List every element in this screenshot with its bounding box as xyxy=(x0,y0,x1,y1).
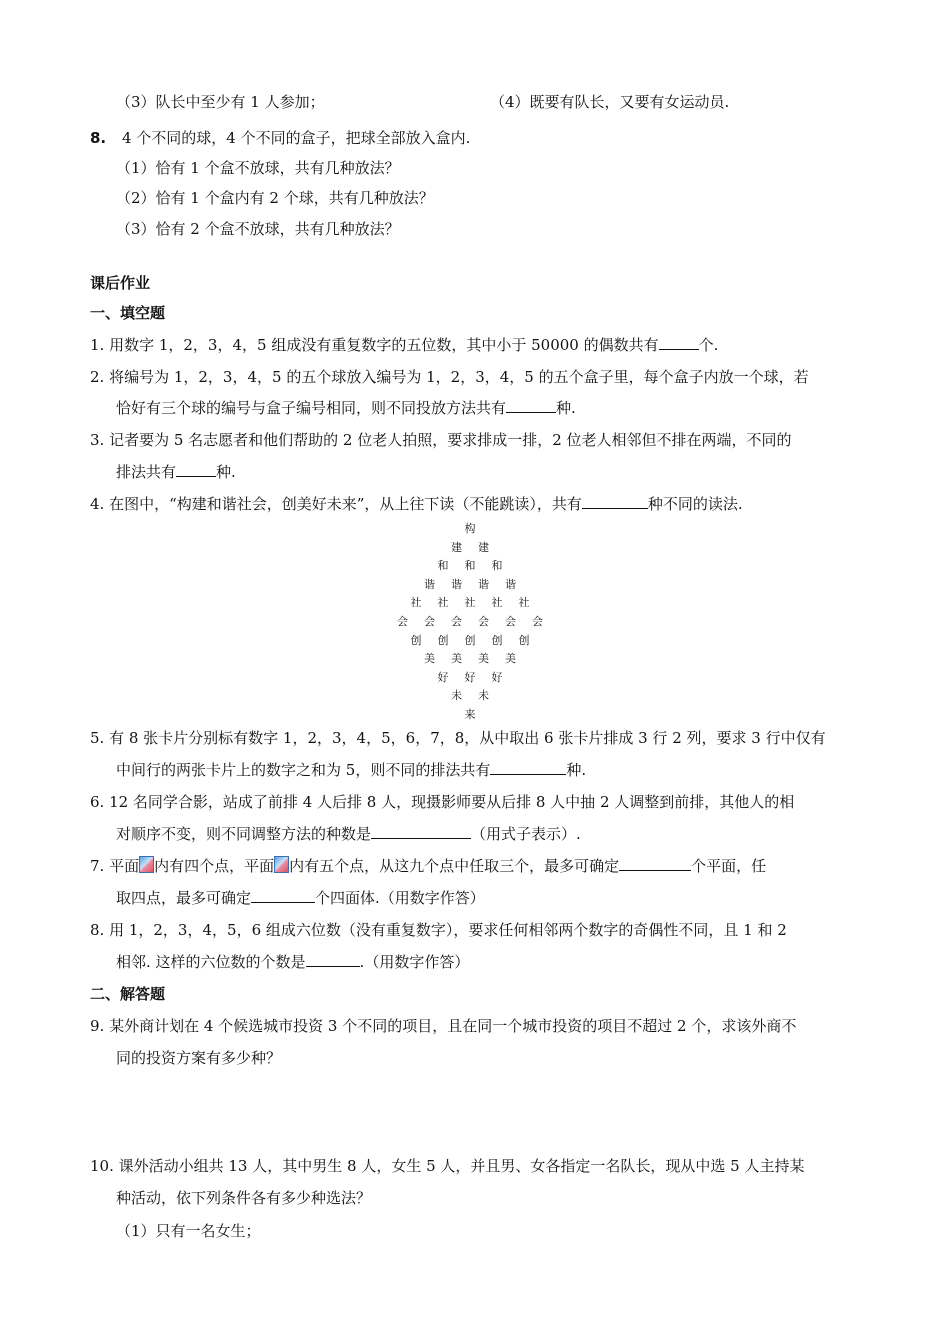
triangle-char: 未 xyxy=(478,689,489,703)
q8-part2: （2）恰有 1 个盒内有 2 个球，共有几种放法？ xyxy=(116,189,434,207)
fill-q3-text: 排法共有 xyxy=(116,463,177,481)
fill-q3-line2 xyxy=(116,462,236,482)
fill-q6-line1: 6. 12 名同学合影，站成了前排 4 人后排 8 人，现摄影师要从后排 8 人中抽 2 人调整到前排，其他人的相 xyxy=(90,793,795,811)
triangle-char: 好 xyxy=(437,670,449,684)
answer-blank xyxy=(371,824,471,839)
triangle-char: 社 xyxy=(464,596,476,610)
answer-q10-part1: （1）只有一名女生； xyxy=(116,1222,261,1240)
answer-blank xyxy=(490,760,566,775)
q8-stem: 4 个不同的球，4 个不同的盒子，把球全部放入盒内. xyxy=(122,129,471,147)
triangle-row xyxy=(380,650,560,669)
q8-part3: （3）恰有 2 个盒不放球，共有几种放法？ xyxy=(116,220,400,238)
fill-q1-end: 个. xyxy=(698,336,719,354)
triangle-char: 谐 xyxy=(505,577,516,591)
answer-q10-line2: 种活动，依下列条件各有多少种选法？ xyxy=(116,1189,372,1207)
fill-q7-text4: 个平面，任 xyxy=(691,857,767,875)
triangle-char: 会 xyxy=(505,614,516,628)
plane-beta-icon xyxy=(274,856,289,873)
answer-blank xyxy=(306,952,360,967)
fill-q2-line1: 2. 将编号为 1，2，3，4，5 的五个球放入编号为 1，2，3，4，5 的五个盒子里，每个盒子内放一个球，若 xyxy=(90,368,809,386)
triangle-char: 好 xyxy=(491,670,503,684)
section-answer-title: 二、解答题 xyxy=(90,985,166,1003)
fill-q6-line2 xyxy=(116,824,581,844)
fill-q8-end: .（用数字作答） xyxy=(359,953,470,971)
triangle-char: 创 xyxy=(437,633,449,647)
answer-blank xyxy=(659,335,699,350)
plane-alpha-icon xyxy=(139,856,154,873)
triangle-char: 谐 xyxy=(424,577,435,591)
fill-q2-end: 种. xyxy=(556,399,576,417)
triangle-row xyxy=(380,594,560,613)
fill-q2-line2 xyxy=(116,398,576,418)
triangle-char: 美 xyxy=(505,652,516,666)
triangle-row xyxy=(380,632,560,651)
triangle-char: 社 xyxy=(437,596,449,610)
triangle-char: 创 xyxy=(518,633,530,647)
triangle-char: 会 xyxy=(532,614,543,628)
triangle-char: 会 xyxy=(451,614,462,628)
triangle-char: 创 xyxy=(491,633,503,647)
triangle-char: 谐 xyxy=(478,577,489,591)
triangle-char: 好 xyxy=(464,670,476,684)
fill-q6-end: （用式子表示）. xyxy=(471,825,581,843)
triangle-char: 社 xyxy=(518,596,530,610)
triangle-char: 美 xyxy=(451,652,462,666)
fill-q2-text: 恰好有三个球的编号与盒子编号相同，则不同投放方法共有 xyxy=(116,399,507,417)
answer-blank xyxy=(176,462,216,477)
triangle-row xyxy=(380,539,560,558)
triangle-char: 美 xyxy=(478,652,489,666)
fill-q5-end: 种. xyxy=(566,761,587,779)
triangle-row xyxy=(380,557,560,576)
triangle-row xyxy=(380,687,560,706)
fill-q7-text1: 7. 平面 xyxy=(90,857,140,875)
triangle-char: 会 xyxy=(424,614,435,628)
fill-q3-line1: 3. 记者要为 5 名志愿者和他们帮助的 2 位老人拍照，要求排成一排，2 位老人相邻但不排在两端，不同的 xyxy=(90,431,792,449)
triangle-char: 会 xyxy=(478,614,489,628)
answer-q9-line1: 9. 某外商计划在 4 个候选城市投资 3 个不同的项目，且在同一个城市投资的项目不超过 2 个，求该外商不 xyxy=(90,1017,797,1035)
triangle-char: 建 xyxy=(478,540,489,554)
q7-part4: （4）既要有队长，又要有女运动员. xyxy=(490,93,730,111)
answer-blank xyxy=(506,398,556,413)
triangle-char: 和 xyxy=(464,559,476,573)
fill-q3-end: 种. xyxy=(216,463,236,481)
triangle-char: 和 xyxy=(491,559,503,573)
triangle-char: 美 xyxy=(424,652,435,666)
fill-q4 xyxy=(90,494,743,514)
q8-number: 8. xyxy=(90,129,107,147)
triangle-row xyxy=(380,669,560,688)
triangle-char: 未 xyxy=(451,689,462,703)
triangle-char: 构 xyxy=(464,522,476,535)
fill-q1-text: 1. 用数字 1，2，3，4，5 组成没有重复数字的五位数，其中小于 50000 的偶数共有 xyxy=(90,336,659,354)
section-fill-title: 一、填空题 xyxy=(90,304,166,322)
fill-q7-text5: 取四点，最多可确定 xyxy=(116,889,252,907)
fill-q5-line1: 5. 有 8 张卡片分别标有数字 1，2，3，4，5，6，7，8，从中取出 6 张卡片排成 3 行 2 列，要求 3 行中仅有 xyxy=(90,729,826,747)
triangle-char: 社 xyxy=(491,596,503,610)
fill-q7-line1 xyxy=(90,856,766,876)
fill-q1 xyxy=(90,335,718,355)
fill-q8-text: 相邻. 这样的六位数的个数是 xyxy=(116,953,306,971)
fill-q7-line2 xyxy=(116,888,485,908)
triangle-char: 会 xyxy=(397,614,408,628)
triangle-char: 和 xyxy=(437,559,449,573)
fill-q7-text2: 内有四个点，平面 xyxy=(154,857,275,875)
fill-q7-text6: 个四面体.（用数字作答） xyxy=(315,889,485,907)
answer-blank xyxy=(251,888,315,903)
triangle-char: 创 xyxy=(464,633,476,647)
triangle-row xyxy=(380,520,560,539)
fill-q5-text: 中间行的两张卡片上的数字之和为 5，则不同的排法共有 xyxy=(116,761,491,779)
triangle-char: 来 xyxy=(464,707,476,721)
fill-q6-text: 对顺序不变，则不同调整方法的种数是 xyxy=(116,825,372,843)
q7-part3: （3）队长中至少有 1 人参加； xyxy=(116,93,325,111)
triangle-char: 社 xyxy=(410,596,422,610)
fill-q5-line2 xyxy=(116,760,586,780)
answer-blank xyxy=(582,494,648,509)
answer-q9-line2: 同的投资方案有多少种？ xyxy=(116,1049,282,1067)
fill-q4-end: 种不同的读法. xyxy=(647,495,743,513)
fill-q8-line2 xyxy=(116,952,469,972)
triangle-row xyxy=(380,576,560,595)
character-triangle-figure xyxy=(380,520,560,725)
fill-q8-line1: 8. 用 1，2，3，4，5，6 组成六位数（没有重复数字），要求任何相邻两个数字的奇偶性不同，且 1 和 2 xyxy=(90,921,787,939)
triangle-char: 建 xyxy=(451,540,462,554)
fill-q7-text3: 内有五个点，从这九个点中任取三个，最多可确定 xyxy=(289,857,620,875)
triangle-row xyxy=(380,613,560,632)
q8-part1: （1）恰有 1 个盒不放球，共有几种放法？ xyxy=(116,159,400,177)
answer-q10-line1: 10. 课外活动小组共 13 人，其中男生 8 人，女生 5 人，并且男、女各指定一名队长，现从中选 5 人主持某 xyxy=(90,1157,805,1175)
triangle-char: 谐 xyxy=(451,577,462,591)
fill-q4-text: 4. 在图中，“构建和谐社会，创美好未来”，从上往下读（不能跳读），共有 xyxy=(90,495,582,513)
triangle-row xyxy=(380,706,560,725)
answer-blank xyxy=(619,856,691,871)
homework-title: 课后作业 xyxy=(90,274,151,292)
triangle-char: 创 xyxy=(410,633,422,647)
